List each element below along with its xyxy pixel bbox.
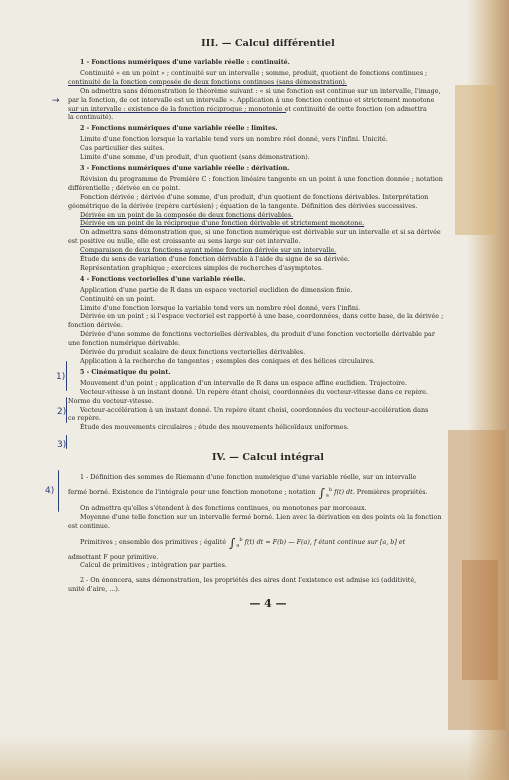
text-line: 2 - On énoncera, sans démonstration, les propriétés des aires dont l'existence est admise ici (additivité, (80, 576, 417, 585)
handwritten-mark: 1) (56, 372, 66, 382)
text-line: fonction dérivée. (68, 321, 123, 330)
subsection-heading: 2 - Fonctions numériques d'une variable réelle : limites. (80, 125, 278, 133)
section-title: IV. — Calcul intégral (211, 452, 325, 464)
handwritten-brace (66, 397, 67, 423)
paper-stain (0, 735, 509, 780)
text-line: Norme du vecteur-vitesse. (68, 396, 154, 405)
text-line: Application à la recherche de tangentes ; exemples des coniques et des hélices circulaires. (80, 357, 375, 365)
text-line: Dérivée d'une somme de fonctions vectorielles dérivables, du produit d'une fonction vectorielle dérivable par (80, 330, 435, 339)
page-number: — 4 — (249, 597, 287, 611)
integral-sign: ∫ (318, 486, 325, 501)
subsection-heading: 5 - Cinématique du point. (80, 368, 171, 376)
text-fragment: Premières propriétés. (356, 488, 428, 497)
text-fragment: f étant continue sur [a, b] et (313, 538, 406, 547)
text-line: Dérivée en un point ; si l'espace vectoriel est rapporté à une base, coordonnées, dans cette base, de la dérivée ; (80, 312, 444, 321)
text-line: Limite d'une somme, d'un produit, d'un quotient (sans démonstration). (80, 153, 310, 162)
text-line: une fonction numérique dérivable. (68, 339, 181, 348)
paper-stain (467, 0, 509, 780)
text-line: Vecteur-accélération à un instant donné. Un repère étant choisi, coordonnées du vecteur-accélération dans (80, 405, 429, 414)
text-line: Continuité en un point. (80, 294, 156, 303)
text-line: est continue. (68, 522, 110, 531)
integral-lower-bound: a (236, 542, 240, 549)
text-line: On admettra sans démonstration que, si une fonction numérique est dérivable sur un intervalle et si sa dérivée (80, 228, 441, 237)
text-line: Limite d'une fonction lorsque la variable tend vers un nombre réel donné, vers l'infini. Unicité. (80, 135, 388, 144)
text-fragment: Primitives ; ensemble des primitives ; égalité (80, 538, 227, 547)
text-line: continuité de la fonction composée de deux fonctions continues (sans démonstration). (68, 77, 347, 86)
handwritten-brace (66, 361, 67, 391)
integral-upper-bound: b (239, 537, 243, 544)
text-line: Calcul de primitives ; intégration par parties. (80, 561, 227, 570)
text-line: On admettra qu'elles s'étendent à des fonctions continues, ou monotones par morceaux. (80, 504, 367, 513)
integral-lower-bound: a (325, 492, 329, 499)
handwritten-brace (66, 435, 67, 449)
text-line: Continuité « en un point » ; continuité sur un intervalle ; somme, produit, quotient de fonctions continues ; (80, 68, 428, 77)
text-line: Application d'une partie de R dans un espace vectoriel euclidien de dimension finie. (80, 285, 353, 294)
text-line: 1 - Définition des sommes de Riemann d'une fonction numérique d'une variable réelle, sur un intervalle (80, 473, 417, 482)
math-expression: f(t) dt = F(b) — F(a), (244, 538, 312, 547)
handwritten-brace (58, 470, 59, 512)
pen-underline (70, 112, 286, 113)
text-line: Étude du sens de variation d'une fonction dérivable à l'aide du signe de sa dérivée. (80, 255, 350, 264)
page-content (68, 38, 468, 609)
text-line: Vecteur-vitesse à un instant donné. Un repère étant choisi, coordonnées du vecteur-vitesse dans ce repère. (80, 387, 428, 396)
subsection-heading: 1 - Fonctions numériques d'une variable réelle : continuité. (80, 59, 290, 66)
integral-upper-bound: b (328, 487, 333, 494)
text-line: On admettra sans démonstration le théorème suivant : « si une fonction est continue sur un intervalle, l'image, (80, 86, 441, 95)
text-line: Étude des mouvements circulaires ; étude des mouvements hélicoïdaux uniformes. (80, 423, 349, 432)
text-line: Dérivée en un point de la réciproque d'une fonction dérivable et strictement monotone. (80, 219, 365, 228)
text-line: est positive ou nulle, elle est croissante au sens large sur cet intervalle. (68, 237, 301, 246)
text-line: Mouvement d'un point ; application d'un intervalle de R dans un espace affine euclidien. Trajectoire. (80, 378, 407, 387)
text-fragment: fermé borné. Existence de l'intégrale pour une fonction monotone ; notation (68, 488, 316, 497)
text-line: la continuité). (68, 113, 114, 122)
text-line: Dérivée en un point de la composée de deux fonctions dérivables. (80, 210, 294, 219)
text-line: Cas particulier des suites. (80, 144, 165, 153)
text-line: unité d'aire, ...). (68, 585, 120, 594)
handwritten-mark: 2) (57, 407, 67, 417)
text-line: admettant F pour primitive. (68, 552, 159, 561)
text-line: sur un intervalle : existence de la fonction réciproque ; monotonie et continuité de cette fonction (on admettra (68, 104, 427, 113)
text-line: Dérivée du produit scalaire de deux fonctions vectorielles dérivables. (80, 348, 306, 357)
text-line: Révision du programme de Première C : fonction linéaire tangente en un point à une fonction donnée ; notation (80, 174, 443, 183)
text-line: Limite d'une fonction lorsque la variable tend vers un nombre réel donné, vers l'infini. (80, 303, 361, 312)
text-line (68, 536, 468, 550)
text-line: géométrique de la dérivée (repère cartésien) ; équation de la tangente. Définition des dérivées successives. (68, 201, 418, 210)
section-title: III. — Calcul différentiel (201, 38, 335, 49)
pen-arrow-icon: → (52, 96, 60, 106)
text-line: ce repère. (68, 414, 101, 423)
handwritten-mark: 3) (57, 440, 67, 450)
subsection-heading: 3 - Fonctions numériques d'une variable réelle : dérivation. (80, 164, 290, 172)
text-line (68, 486, 468, 500)
handwritten-mark: 4) (45, 486, 55, 496)
text-line: Moyenne d'une telle fonction sur un intervalle fermé borné. Lien avec la dérivation en des points où la fonction (80, 513, 442, 522)
text-line: Comparaison de deux fonctions ayant même fonction dérivée sur un intervalle. (80, 246, 337, 255)
text-line: différentielle ; dérivée en ce point. (68, 183, 181, 192)
text-line: par la fonction, de cet intervalle est un intervalle ». Application à une fonction continue et strictement monotone (68, 95, 435, 104)
integral-sign: ∫ (229, 536, 236, 551)
text-line: Fonction dérivée ; dérivée d'une somme, d'un produit, d'un quotient de fonctions dérivables. Interprétation (80, 192, 429, 201)
text-line: Représentation graphique ; exercices simples de recherches d'asymptotes. (80, 263, 324, 272)
subsection-heading: 4 - Fonctions vectorielles d'une variable réelle. (80, 275, 246, 283)
math-expression: f(t) dt. (334, 488, 355, 497)
